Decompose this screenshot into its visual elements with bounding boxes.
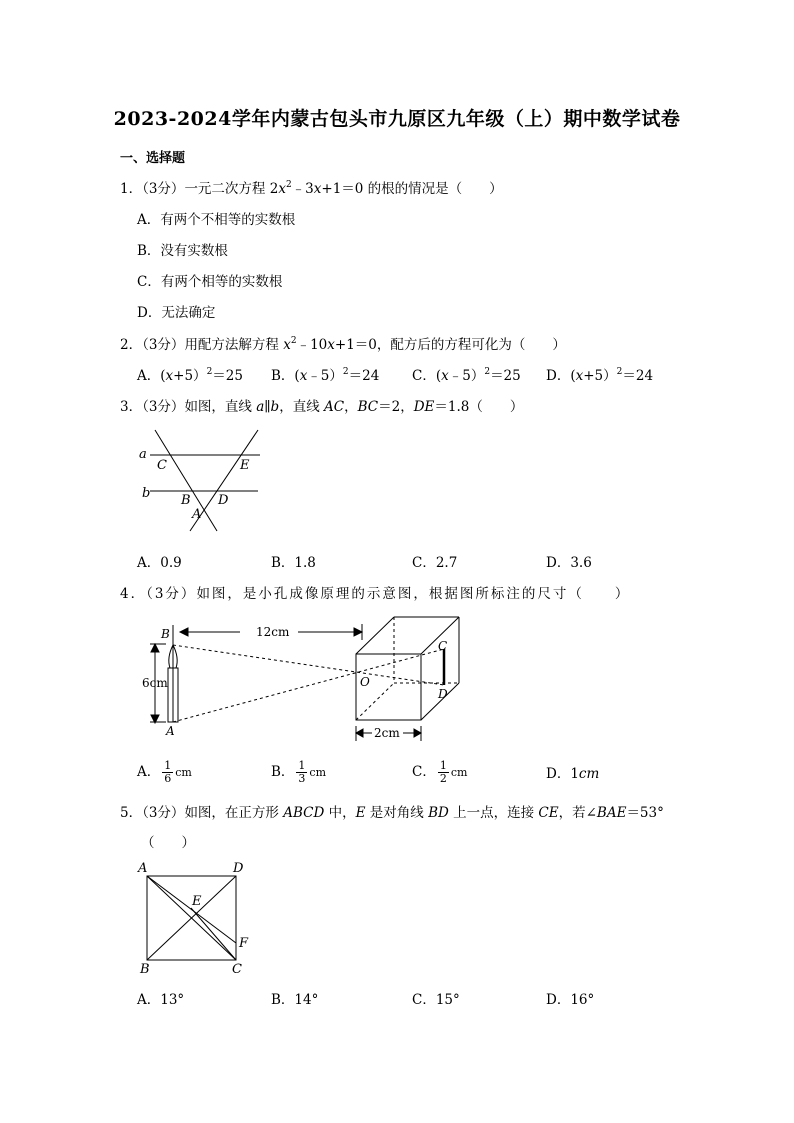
label-C: C [438, 639, 448, 653]
q3-option-a: A．0.9 [137, 555, 182, 571]
q5-option-c: C．15° [412, 992, 460, 1008]
label-B: B [161, 627, 170, 641]
q2-option-b: B．(x﹣5）$^2$＝24 [271, 367, 380, 384]
q1-option-b: B．没有实数根 [137, 243, 228, 259]
question-1-stem: 1．（3分）一元二次方程 $2x^2﹣3x+1=0$ 的根的情况是（ ） [120, 180, 503, 197]
label-B: B [181, 493, 191, 508]
q2-option-a: A．(x+5）$^2$＝25 [137, 367, 243, 384]
label-A: A [138, 861, 148, 876]
label-A: A [166, 724, 175, 738]
q2-option-d: D．(x+5）$^2$＝24 [546, 367, 654, 384]
q1-number: 1．（3分） [120, 181, 185, 197]
label-E: E [192, 894, 202, 909]
label-A: A [192, 507, 202, 522]
q1-option-c: C．有两个相等的实数根 [137, 274, 283, 290]
q3-option-c: C．2.7 [412, 555, 458, 571]
question-4-stem: 4．（3分）如图，是小孔成像原理的示意图，根据图所标注的尺寸（ ） [120, 586, 631, 602]
label-D: D [233, 861, 244, 876]
label-B: B [140, 962, 150, 977]
question-3-stem: 3．（3分）如图，直线 a∥b，直线 AC，BC＝2，DE＝1.8（ ） [120, 399, 524, 415]
label-E: E [240, 458, 250, 473]
q4-option-d: D．1cm [546, 766, 600, 782]
q1-option-d: D．无法确定 [137, 305, 216, 321]
q2-option-c: C．(x﹣5）$^2$＝25 [412, 367, 521, 384]
q4-option-a: A． $\frac{1}{6}$ cm [137, 759, 192, 785]
label-D: D [438, 687, 448, 701]
label-6cm: 6cm [142, 676, 168, 690]
section-heading: 一、选择题 [120, 151, 186, 166]
label-a: a [139, 447, 147, 462]
q3-option-b: B．1.8 [271, 555, 316, 571]
q2-number: 2．（3分） [120, 337, 185, 353]
q4-option-b: B． $\frac{1}{3}$ cm [271, 759, 327, 785]
q3-option-d: D．3.6 [546, 555, 592, 571]
q4-option-c: C． $\frac{1}{2}$ cm [412, 759, 468, 785]
q5-number: 5．（3分） [120, 805, 185, 821]
label-b: b [142, 486, 151, 501]
label-C: C [232, 962, 242, 977]
page-title: 2023-2024学年内蒙古包头市九原区九年级（上）期中数学试卷 [113, 108, 681, 130]
label-D: D [218, 493, 229, 508]
q5-option-a: A．13° [137, 992, 185, 1008]
label-O: O [360, 675, 370, 689]
label-12cm: 12cm [256, 625, 290, 639]
label-2cm: 2cm [374, 726, 400, 740]
q5-option-d: D．16° [546, 992, 595, 1008]
q4-number: 4．（3分） [120, 586, 197, 602]
label-C: C [157, 458, 167, 473]
q5-answer-paren: （ ） [141, 835, 195, 851]
q3-number: 3．（3分） [120, 399, 185, 415]
question-5-stem: 5．（3分）如图，在正方形 ABCD 中，E 是对角线 BD 上一点，连接 CE，若∠BAE＝53° [120, 805, 664, 821]
question-2-stem: 2．（3分）用配方法解方程 $x^2﹣10x+1=0$，配方后的方程可化为（ ） [120, 336, 566, 353]
q5-option-b: B．14° [271, 992, 319, 1008]
label-F: F [239, 936, 249, 951]
q1-option-a: A．有两个不相等的实数根 [137, 212, 296, 228]
